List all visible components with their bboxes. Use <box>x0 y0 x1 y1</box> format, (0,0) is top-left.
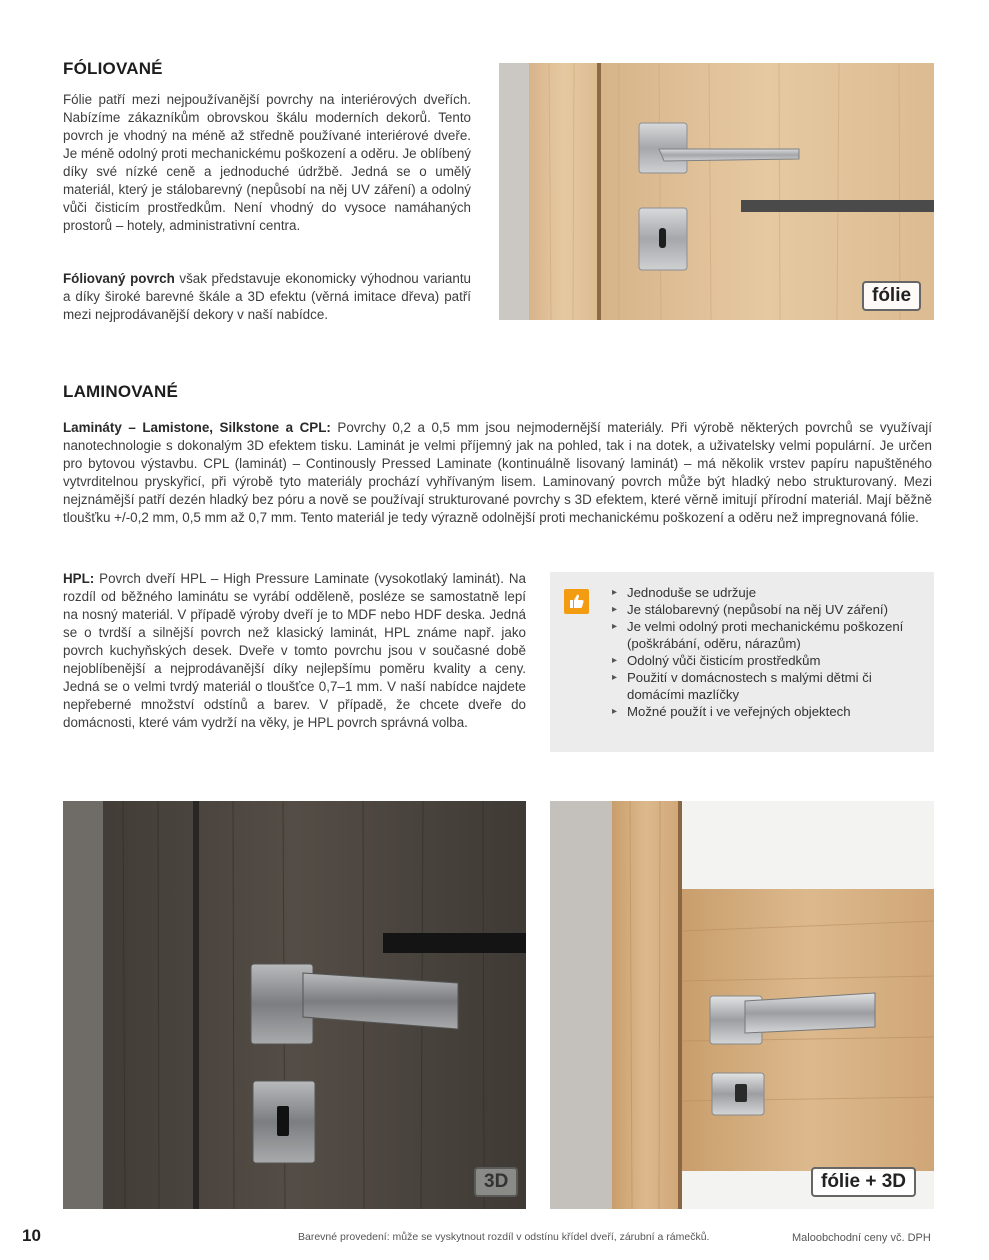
benefit-item: ▸ Je stálobarevný (nepůsobí na něj UV záření) <box>612 601 922 618</box>
3d-photo-tag: 3D <box>474 1167 518 1197</box>
foliovane-paragraph-1: Fólie patří mezi nejpoužívanější povrchy na interiérových dveřích. Nabízíme zákazníkům obrovskou škálu moderních dekorů. Tento povrch je vhodný na méně až středně používané interiérové dveře. Je méně odolný proti mechanickému poškození a oděru. Je oblíbený díky své nízké ceně a jednoduché údržbě. Jedná se o umělý materiál, který je stálobarevný (nepůsobí na něj UV záření) a odolný vůči čisticím prostředkům. Není vhodný do vysoce namáhaných prostorů – hotely, administrativní centra. <box>63 92 471 233</box>
foil-3d-door-photo <box>550 801 934 1209</box>
hpl-paragraph-text: Povrch dveří HPL – High Pressure Laminate (vysokotlaký laminát). Na rozdíl od běžného laminátu se vyrábí odděleně, posléze se samostatně lepí na nosný materiál. V případě výroby dveří je to MDF nebo HDF deska. Jedná se o tvrdší a silnější povrch než klasický laminát, HPL známe např. jako povrch kuchyňských desek. Dveře v tomto povrchu jsou v současné době nejoblíbenější a nejprodávanější díky nejlepšímu poměru kvality a ceny. Jedná se o velmi tvrdý materiál o tloušťce 0,7–1 mm. V naší nabídce najdete nepřeberné množství odstínů a barev. V případě, že chcete dveře do domácnosti, které vám vydrží na věky, je HPL povrch správná volba. <box>63 571 526 730</box>
footer-price-note: Maloobchodní ceny vč. DPH <box>792 1232 931 1244</box>
hpl-paragraph-bold: HPL: <box>63 571 95 586</box>
benefit-item: ▸ Jednoduše se udržuje <box>612 584 922 601</box>
foil-door-photo <box>499 63 934 320</box>
thumbs-up-icon <box>564 589 589 614</box>
page-number: 10 <box>22 1226 41 1245</box>
benefits-list <box>612 584 922 720</box>
benefit-item: ▸ Použití v domácnostech s malými dětmi či domácími mazlíčky <box>612 669 922 703</box>
foil-photo-tag: fólie <box>862 281 921 311</box>
foil-3d-door-illustration <box>550 801 934 1209</box>
footer-color-note: Barevné provedení: může se vyskytnout rozdíl v odstínu křídel dveří, zárubní a rámečků. <box>298 1231 710 1243</box>
hpl-paragraph <box>63 570 526 732</box>
dark-3d-door-photo <box>63 801 526 1209</box>
laminovane-paragraph-text: Povrchy 0,2 a 0,5 mm jsou nejmodernější materiály. Při výrobě některých povrchů se využívají nanotechnologie s dokonalým 3D efektem tisku. Laminát je velmi příjemný jak na pohled, tak i na dotek, a uživatelsky velmi populární. Je určen pro bytovou výstavbu. CPL (laminát) – Continously Pressed Laminate (kontinuálně lisovaný laminát) – má několik vrstev papíru napuštěného vytvrditelnou pryskyřicí, při výrobě tyto materiály prochází vyhřívaným lisem. Laminovaný povrch může být hladký nebo strukturovaný. Mezi nejznámější patří dezén hladký bez póru a nově se používají strukturované povrchy s 3D efektem, které věrně imitují přírodní materiál. Mají běžně tloušťku +/-0,2 mm, 0,5 mm až 0,7 mm. Tento materiál je tedy výrazně odolnější proti mechanickému poškození a oděru než impregnovaná fólie. <box>63 420 932 525</box>
section-title-laminovane: LAMINOVANÉ <box>63 382 179 401</box>
foliovane-paragraph-2-bold: Fóliovaný povrch <box>63 271 175 286</box>
dark-door-illustration <box>63 801 526 1209</box>
foil-3d-photo-tag: fólie + 3D <box>811 1167 916 1197</box>
foliovane-paragraph-2 <box>63 270 471 324</box>
benefit-item: ▸ Odolný vůči čisticím prostředkům <box>612 652 922 669</box>
laminovane-paragraph-bold: Lamináty – Lamistone, Silkstone a CPL: <box>63 420 331 435</box>
laminovane-paragraph <box>63 419 932 527</box>
benefit-item: ▸ Možné použít i ve veřejných objektech <box>612 703 922 720</box>
benefit-item: ▸ Je velmi odolný proti mechanickému poškození (poškrábání, oděru, nárazům) <box>612 618 922 652</box>
foliovane-paragraph-2-text: však představuje ekonomicky výhodnou variantu a díky široké barevné škále a 3D efektu (věrná imitace dřeva) patří mezi nejprodávanější dekory v naší nabídce. <box>63 271 471 322</box>
section-title-foliovane: FÓLIOVANÉ <box>63 59 163 78</box>
